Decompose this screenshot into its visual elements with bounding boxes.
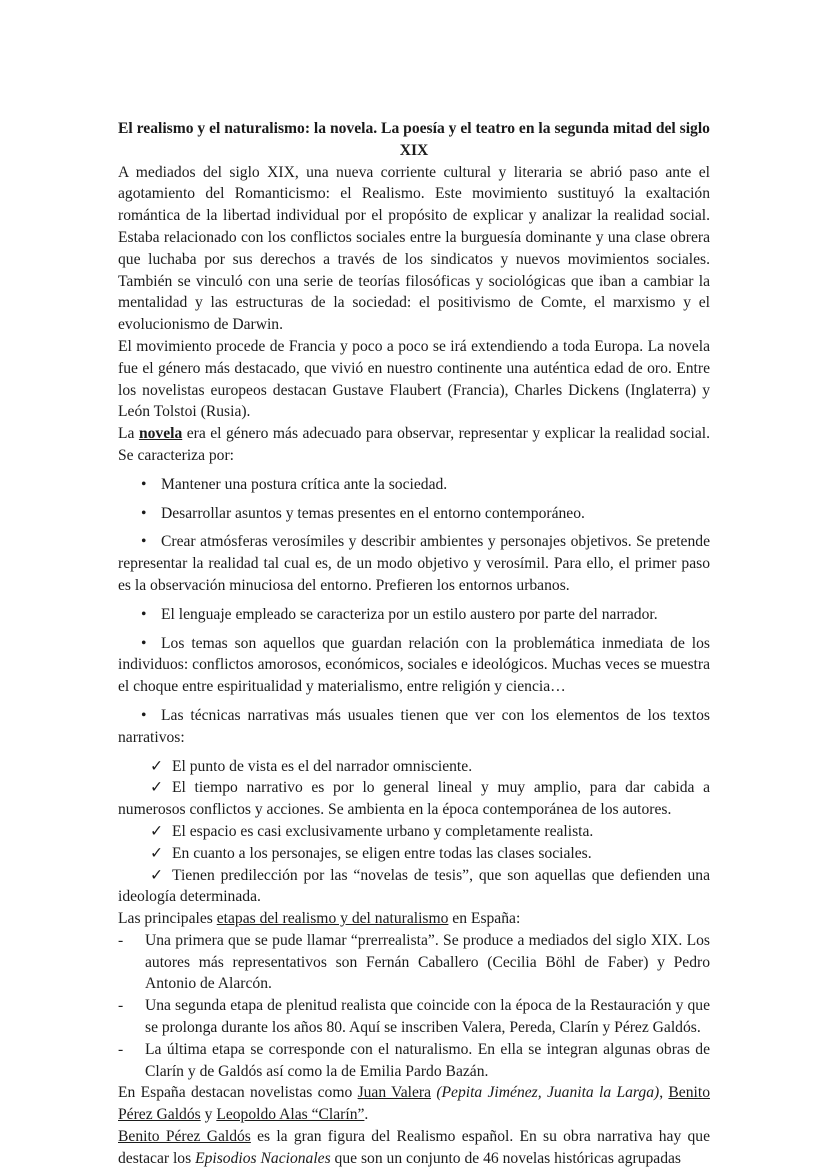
bullet-marker-icon: • (141, 706, 147, 724)
text-block-check-14 (118, 865, 710, 909)
text-run: En cuanto a los personajes, se eligen entre todas las clases sociales. (172, 844, 592, 862)
text-run: Mantener una postura crítica ante la sociedad. (161, 475, 448, 493)
document-title (118, 118, 710, 162)
text-run: El tiempo narrativo es por lo general lineal y muy amplio, para dar cabida a numerosos conflictos y acciones. Se ambienta en la época contemporánea de los autores. (118, 779, 710, 819)
text-run: Episodios Nacionales (195, 1149, 331, 1167)
bullet-marker-icon: • (141, 504, 147, 522)
text-run: Leopoldo Alas “Clarín” (216, 1106, 365, 1124)
check-marker-icon: ✓ (150, 757, 164, 775)
text-block-bullet-5 (118, 503, 710, 525)
text-block-p-20 (118, 1126, 710, 1170)
text-run: y (200, 1106, 217, 1124)
text-run: Benito Pérez Galdós (118, 1128, 251, 1146)
check-marker-icon: ✓ (150, 779, 164, 797)
text-block-check-10 (118, 756, 710, 778)
text-run: Tienen predilección por las “novelas de tesis”, que son aquellas que defienden una ideología determinada. (118, 866, 710, 906)
text-run: etapas del realismo y del naturalismo (216, 910, 449, 928)
text-block-p-2 (118, 336, 710, 423)
text-run: que son un conjunto de 46 novelas históricas agrupadas (330, 1149, 682, 1167)
text-block-bullet-8 (118, 633, 710, 698)
text-block-check-11 (118, 777, 710, 821)
text-run: El punto de vista es el del narrador omnisciente. (172, 757, 473, 775)
bullet-marker-icon: • (141, 634, 147, 652)
text-run: Las técnicas narrativas más usuales tienen que ver con los elementos de los textos narrativos: (118, 706, 710, 746)
text-block-p-1 (118, 162, 710, 336)
text-block-check-12 (118, 821, 710, 843)
text-run: . (364, 1106, 369, 1124)
text-block-dash-16 (118, 930, 710, 995)
text-block-bullet-6 (118, 531, 710, 596)
bullet-marker-icon: • (141, 475, 147, 493)
text-run: La última etapa se corresponde con el naturalismo. En ella se integran algunas obras de Clarín y de Galdós así como la de Emilia Pardo Bazán. (145, 1040, 710, 1080)
check-marker-icon: ✓ (150, 866, 164, 884)
text-block-bullet-7 (118, 604, 710, 626)
text-run: Los temas son aquellos que guardan relación con la problemática inmediata de los individuos: conflictos amorosos, económicos, sociales e ideológicos. Muchas veces se muestra el choque entre espiritualidad y materialismo, entre religión y ciencia… (118, 634, 710, 696)
text-run: A mediados del siglo XIX, una nueva corriente cultural y literaria se abrió paso ante el agotamiento del Romanticismo: el Realismo. Este movimiento sustituyó la exaltación romántica de la libertad individual por el propósito de explicar y analizar la realidad social. Estaba relacionado con los conflictos sociales entre la burguesía dominante y una clase obrera que luchaba por sus derechos a través de los sindicatos y nuevos movimientos sociales. También se vinculó con una serie de teorías filosóficas y sociológicas que iban a cambiar la mentalidad y las estructuras de la sociedad: el positivismo de Comte, el marxismo y el evolucionismo de Darwin. (118, 163, 710, 334)
text-run: novela (138, 425, 183, 443)
text-run: Juan Valera (357, 1084, 431, 1102)
bullet-marker-icon: • (141, 533, 147, 551)
text-run: en España: (448, 910, 521, 928)
text-run: El lenguaje empleado se caracteriza por un estilo austero por parte del narrador. (161, 605, 658, 623)
text-block-bullet-9 (118, 705, 710, 749)
text-run: Una segunda etapa de plenitud realista que coincide con la época de la Restauración y que se prolonga durante los años 80. Aquí se inscriben Valera, Pereda, Clarín y Pérez Galdós. (145, 997, 710, 1037)
text-run: El realismo y el naturalismo: la novela. La poesía y el teatro en la segunda mitad del siglo XIX (118, 120, 710, 159)
text-run: El espacio es casi exclusivamente urbano y completamente realista. (172, 822, 594, 840)
text-block-p-3 (118, 423, 710, 467)
text-run: , (659, 1084, 669, 1102)
text-run: Una primera que se pude llamar “prerrealista”. Se produce a mediados del siglo XIX. Los autores más representativos son Fernán Caballero (Cecilia Böhl de Faber) y Pedro Antonio de Alarcón. (145, 931, 710, 993)
text-run: En España destacan novelistas como (118, 1084, 358, 1102)
check-marker-icon: ✓ (150, 822, 164, 840)
text-run: (Pepita Jiménez, Juanita la Larga) (436, 1084, 660, 1102)
bullet-marker-icon: • (141, 605, 147, 623)
text-block-dash-18 (118, 1039, 710, 1083)
text-block-bullet-4 (118, 474, 710, 496)
text-run: es la gran figura del Realismo español. En su obra narrativa hay que destacar los (118, 1128, 711, 1167)
document-content (118, 118, 710, 1170)
text-block-p-19 (118, 1082, 710, 1126)
dash-marker-icon: - (118, 931, 124, 949)
text-block-p-15 (118, 908, 710, 930)
text-run: Benito Pérez Galdós (118, 1084, 710, 1124)
text-run: Crear atmósferas verosímiles y describir ambientes y personajes objetivos. Se pretende representar la realidad tal cual es, de un modo objetivo y verosímil. Para ello, el primer paso es la observación minuciosa del entorno. Prefieren los entornos urbanos. (118, 533, 710, 594)
text-run: El movimiento procede de Francia y poco a poco se irá extendiendo a toda Europa. La novela fue el género más destacado, que vivió en nuestro continente una auténtica edad de oro. Entre los novelistas europeos destacan Gustave Flaubert (Francia), Charles Dickens (Inglaterra) y León Tolstoi (Rusia). (118, 337, 710, 421)
check-marker-icon: ✓ (150, 844, 164, 862)
text-run: Las principales (118, 910, 217, 928)
text-block-dash-17 (118, 995, 710, 1039)
text-run: Desarrollar asuntos y temas presentes en el entorno contemporáneo. (161, 504, 585, 522)
dash-marker-icon: - (118, 997, 124, 1015)
text-run: era el género más adecuado para observar, representar y explicar la realidad social. Se caracteriza por: (118, 425, 710, 464)
text-block-check-13 (118, 843, 710, 865)
text-run: La (118, 425, 139, 443)
dash-marker-icon: - (118, 1040, 124, 1058)
